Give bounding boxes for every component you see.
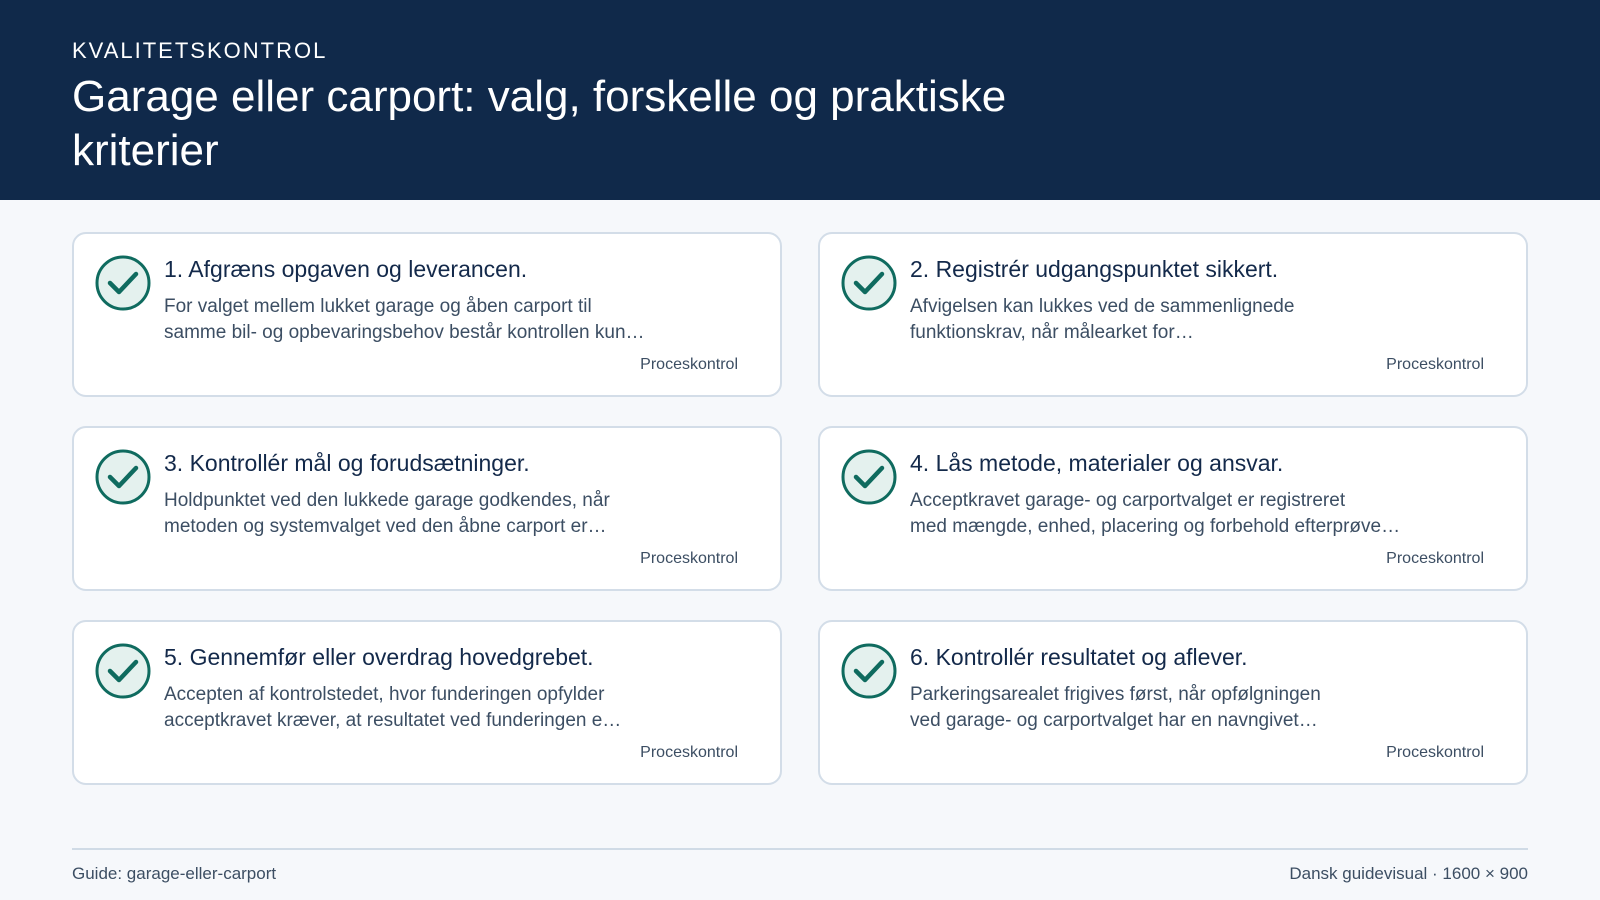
card-category-tag: Proceskontrol xyxy=(640,356,738,373)
card-description-line: samme bil- og opbevaringsbehov består kontrollen kun… xyxy=(164,322,645,343)
card-description xyxy=(164,294,724,346)
card-title: 2. Registrér udgangspunktet sikkert. xyxy=(910,256,1279,282)
header-banner xyxy=(0,0,1600,200)
footer-guide-label: Guide: garage-eller-carport xyxy=(72,864,277,883)
card-description xyxy=(910,682,1470,734)
card-description-line: Acceptkravet garage- og carportvalget er registreret xyxy=(910,490,1346,511)
card-description-line: metoden og systemvalget ved den åbne carport er… xyxy=(164,516,607,537)
checklist-card-1 xyxy=(72,232,782,397)
checklist-card-4 xyxy=(818,426,1528,591)
check-circle-icon xyxy=(94,448,152,506)
card-description-line: med mængde, enhed, placering og forbehold efterprøve… xyxy=(910,516,1401,537)
card-description-line: funktionskrav, når målearket for… xyxy=(910,322,1194,343)
check-circle-icon xyxy=(840,448,898,506)
card-description-line: acceptkravet kræver, at resultatet ved funderingen e… xyxy=(164,710,622,731)
card-title: 1. Afgræns opgaven og leverancen. xyxy=(164,256,528,282)
card-title: 6. Kontrollér resultatet og aflever. xyxy=(910,644,1248,670)
card-category-tag: Proceskontrol xyxy=(1386,550,1484,567)
card-category-tag: Proceskontrol xyxy=(640,744,738,761)
card-description-line: Accepten af kontrolstedet, hvor funderingen opfylder xyxy=(164,684,605,705)
checklist-card-3 xyxy=(72,426,782,591)
card-description xyxy=(164,682,724,734)
eyebrow-label: KVALITETSKONTROL xyxy=(72,38,328,63)
card-title: 3. Kontrollér mål og forudsætninger. xyxy=(164,450,530,476)
check-circle-icon xyxy=(94,254,152,312)
card-category-tag: Proceskontrol xyxy=(640,550,738,567)
card-title: 5. Gennemfør eller overdrag hovedgrebet. xyxy=(164,644,594,670)
card-description-line: Holdpunktet ved den lukkede garage godkendes, når xyxy=(164,490,610,511)
check-circle-icon xyxy=(840,254,898,312)
footer-divider xyxy=(72,848,1528,850)
page-title: Garage eller carport: valg, forskelle og praktiske kriterier xyxy=(72,72,1007,175)
check-circle-icon xyxy=(94,642,152,700)
card-description-line: ved garage- og carportvalget har en navngivet… xyxy=(910,710,1318,731)
check-circle-icon xyxy=(840,642,898,700)
card-description xyxy=(910,294,1470,346)
checklist-card-5 xyxy=(72,620,782,785)
card-category-tag: Proceskontrol xyxy=(1386,356,1484,373)
card-category-tag: Proceskontrol xyxy=(1386,744,1484,761)
card-title: 4. Lås metode, materialer og ansvar. xyxy=(910,450,1284,476)
card-description-line: For valget mellem lukket garage og åben carport til xyxy=(164,296,592,317)
checklist-card-2 xyxy=(818,232,1528,397)
card-description-line: Parkeringsarealet frigives først, når opfølgningen xyxy=(910,684,1321,705)
footer-meta-label: Dansk guidevisual · 1600 × 900 xyxy=(1289,864,1528,883)
card-description xyxy=(164,488,724,540)
checklist-card-6 xyxy=(818,620,1528,785)
card-description-line: Afvigelsen kan lukkes ved de sammenlignede xyxy=(910,296,1295,317)
card-description xyxy=(910,488,1470,540)
